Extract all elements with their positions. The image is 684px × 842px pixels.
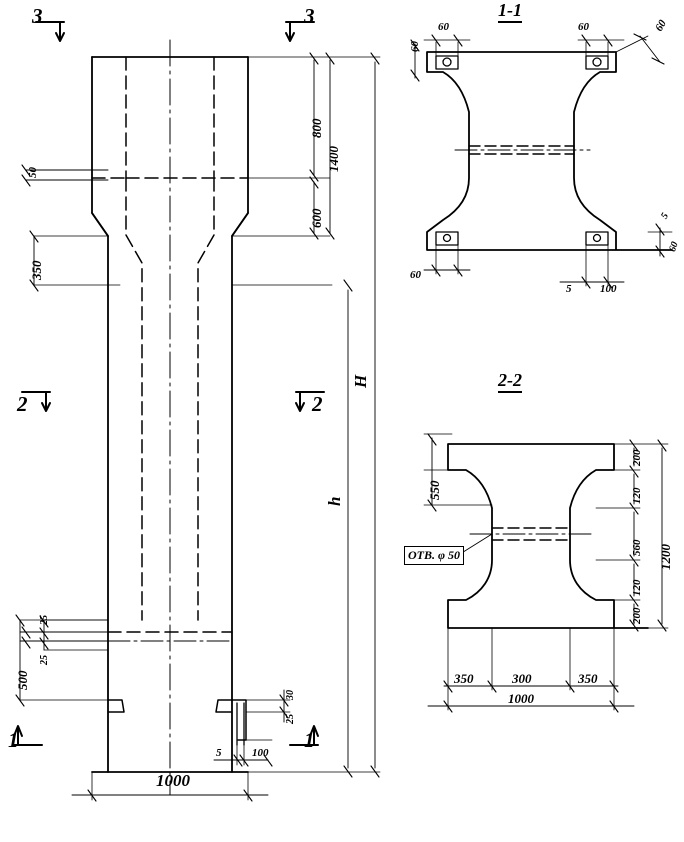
section-mark-1-right: 1 <box>304 728 315 752</box>
dim-5-section-bottom: 5 <box>566 283 572 295</box>
dim-200-bottom: 200 <box>631 607 643 624</box>
dim-60-top-left-outer: 60 <box>438 21 449 33</box>
section-mark-2-left: 2 <box>17 392 28 416</box>
section-mark-3-right: 3 <box>304 4 315 28</box>
dim-350-right: 350 <box>578 671 598 686</box>
dim-60-top-left-inner: 60 <box>409 41 421 52</box>
dim-500: 500 <box>15 670 30 690</box>
dim-50-top: 50 <box>27 167 39 178</box>
dim-H: H <box>351 374 370 388</box>
dim-200-top: 200 <box>631 449 643 466</box>
dim-5-section-right: 5 <box>659 211 672 221</box>
dim-1000-section: 1000 <box>508 691 534 706</box>
dim-25-b: 25 <box>39 655 50 665</box>
dim-550: 550 <box>427 480 442 500</box>
dim-1200: 1200 <box>658 544 673 570</box>
dim-h: h <box>325 496 344 506</box>
dim-60-section-right: 60 <box>667 240 681 254</box>
section-title-2-2: 2-2 <box>498 370 522 391</box>
dim-560: 560 <box>631 539 643 556</box>
dim-800: 800 <box>309 118 324 138</box>
dim-5-bottom: 5 <box>216 747 222 759</box>
dim-600: 600 <box>309 208 324 228</box>
section-mark-3-left: 3 <box>32 4 43 28</box>
dim-width-1000: 1000 <box>156 771 190 790</box>
section-mark-1-left: 1 <box>8 728 19 752</box>
dim-1400: 1400 <box>326 146 341 172</box>
section-title-1-1: 1-1 <box>498 0 522 21</box>
dim-300: 300 <box>512 671 532 686</box>
dim-350-left: 350 <box>454 671 474 686</box>
dim-60-bottom-left: 60 <box>410 269 421 281</box>
dim-30: 30 <box>285 690 296 700</box>
dim-120-bottom: 120 <box>631 579 643 596</box>
dim-120-top: 120 <box>631 487 643 504</box>
dim-100-bottom: 100 <box>252 747 269 759</box>
dim-100-section-bottom: 100 <box>600 283 617 295</box>
dim-25-a: 25 <box>39 615 50 625</box>
dim-60-top-right-inner: 60 <box>578 21 589 33</box>
dim-60-top-right-outer: 60 <box>653 17 670 34</box>
dim-350: 350 <box>29 260 44 280</box>
section-mark-2-right: 2 <box>312 392 323 416</box>
hole-note: OTB. φ 50 <box>404 546 464 565</box>
dim-25-small: 25 <box>285 714 296 724</box>
